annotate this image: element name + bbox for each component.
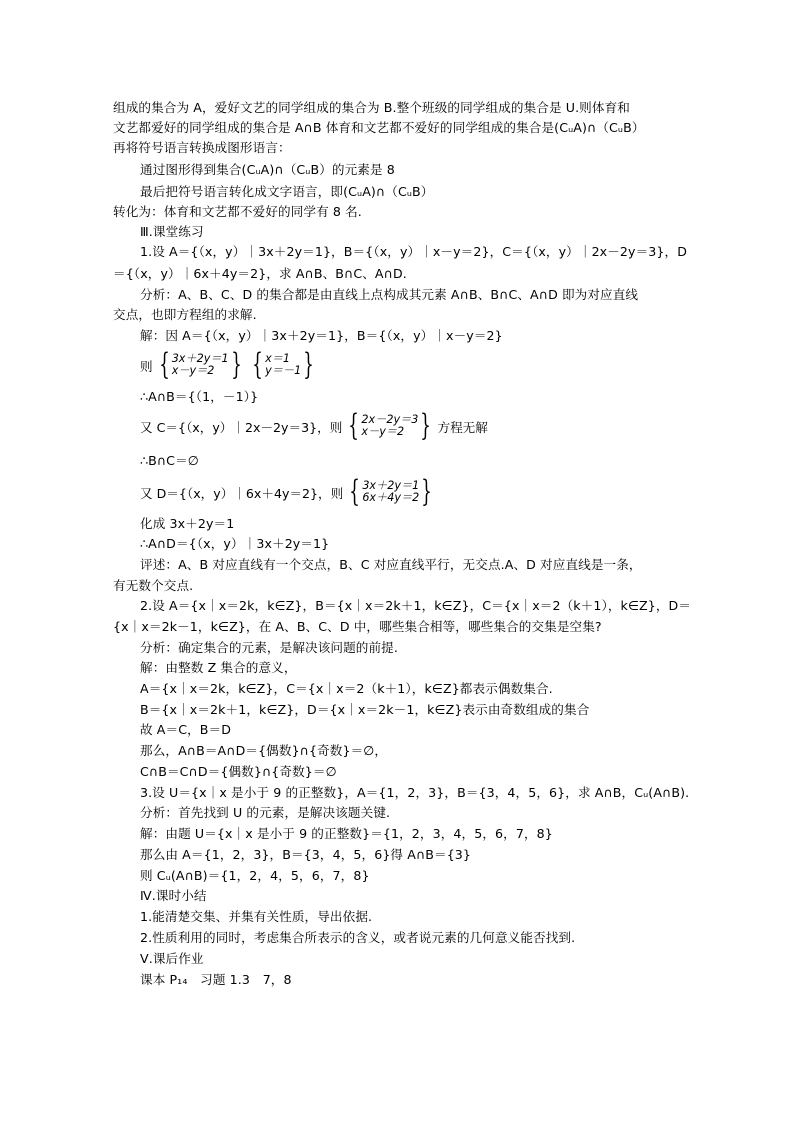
text-line: 化成 3x＋2y＝1 [140, 516, 235, 531]
section-heading: Ⅴ.课后作业 [140, 951, 204, 966]
analysis-text: 分析：确定集合的元素，是解决该问题的前提. [140, 640, 398, 655]
right-brace: } [303, 347, 315, 382]
solution-text: 那么，A∩B＝A∩D＝{偶数}∩{奇数}＝∅， [140, 743, 388, 758]
analysis-text: 分析：A、B、C、D 的集合都是由直线上点构成其元素 A∩B、B∩C、A∩D 即为对应直线 [140, 287, 639, 302]
system-prefix: 又 D＝{（x，y）｜6x＋4y＝2}，则 [140, 485, 344, 501]
analysis-text: 分析：首先找到 U 的元素，是解决该题关键. [140, 805, 391, 820]
text-line: 文艺都爱好的同学组成的集合是 A∩B 体育和文艺都不爱好的同学组成的集合是(CᵤA)∩（CᵤB） [113, 120, 645, 135]
left-brace: { [158, 347, 170, 382]
system-suffix: 方程无解 [437, 419, 488, 435]
comment-text: 有无数个交点. [113, 578, 194, 593]
solution-text: 则 Cᵤ(A∩B)＝{1，2，4，5，6，7，8} [140, 868, 370, 883]
text-line: 组成的集合为 A，爱好文艺的同学组成的集合为 B.整个班级的同学组成的集合是 U.则体育和 [113, 100, 630, 115]
text-line: 再将符号语言转换成图形语言： [113, 140, 291, 155]
text-line: 转化为：体育和文艺都不爱好的同学有 8 名. [113, 204, 362, 219]
summary-item: 1.能清楚交集、并集有关性质，导出依据. [140, 909, 373, 924]
right-brace: } [420, 408, 432, 443]
equation-row: 3x＋2y＝1 [171, 352, 229, 365]
homework-text: 课本 P₁₄ 习题 1.3 7，8 [140, 972, 292, 987]
equation-row: y＝－1 [265, 364, 302, 377]
solution-text: 解：由题 U＝{x｜x 是小于 9 的正整数}＝{1，2，3，4，5，6，7，8} [140, 826, 553, 841]
system-prefix: 则 [140, 358, 153, 374]
solution-text: 解：由整数 Z 集合的意义， [140, 660, 297, 675]
right-brace: } [421, 474, 433, 509]
comment-text: 评述：A、B 对应直线有一个交点，B、C 对应直线平行，无交点.A、D 对应直线是一条， [140, 557, 642, 572]
problem-3-text: 3.设 U＝{x｜x 是小于 9 的正整数}，A＝{1，2，3}，B＝{3，4，5，6}，求 A∩B，Cᵤ(A∩B). [140, 785, 690, 800]
equation-row: x－y＝2 [361, 425, 405, 438]
solution-text: 故 A＝C，B＝D [140, 722, 232, 737]
right-brace: } [230, 347, 242, 382]
solution-text: A＝{x｜x＝2k，k∈Z}，C＝{x｜x＝2（k＋1），k∈Z}都表示偶数集合. [140, 681, 553, 696]
solution-text: B＝{x｜x＝2k＋1，k∈Z}，D＝{x｜x＝2k－1，k∈Z}表示由奇数组成的集合 [140, 702, 590, 717]
left-brace: { [349, 474, 361, 509]
result-line: ∴A∩D＝{（x，y）｜3x＋2y＝1} [140, 536, 330, 551]
solution-system [248, 347, 316, 382]
left-brace: { [252, 347, 263, 382]
text-line: 通过图形得到集合(CᵤA)∩（CᵤB）的元素是 8 [140, 162, 395, 177]
section-heading: Ⅲ.课堂练习 [140, 224, 204, 239]
left-brace: { [348, 408, 360, 443]
equation-system [140, 347, 244, 382]
system-prefix: 又 C＝{（x，y）｜2x－2y＝3}，则 [140, 419, 343, 435]
problem-2-text: {x｜x＝2k－1，k∈Z}，在 A、B、C、D 中，哪些集合相等，哪些集合的交集是空集? [113, 619, 602, 634]
equation-row: 6x＋4y＝2 [362, 491, 420, 504]
text-line: 最后把符号语言转化成文字语言，即(CᵤA)∩（CᵤB） [140, 184, 434, 199]
equation-row: 3x＋2y＝1 [362, 479, 420, 492]
result-line: ∴A∩B＝{（1，－1）} [140, 389, 259, 404]
equation-system [140, 474, 434, 509]
problem-2-text: 2.设 A＝{x｜x＝2k，k∈Z}，B＝{x｜x＝2k＋1，k∈Z}，C＝{x｜x＝2（k＋1），k∈Z}，D＝ [140, 598, 692, 613]
problem-1-text: 1.设 A＝{（x，y）｜3x＋2y＝1}，B＝{（x，y）｜x－y＝2}，C＝{（x，y）｜2x－2y＝3}，D [140, 244, 688, 259]
solution-text: 解：因 A＝{（x，y）｜3x＋2y＝1}，B＝{（x，y）｜x－y＝2} [140, 328, 503, 343]
result-line: ∴B∩C＝∅ [140, 453, 199, 468]
equation-row: x－y＝2 [171, 364, 215, 377]
equation-row: x＝1 [265, 352, 291, 365]
problem-1-text: ＝{（x，y）｜6x＋4y＝2}，求 A∩B、B∩C、A∩D. [113, 266, 407, 281]
summary-item: 2.性质利用的同时，考虑集合所表示的含义，或者说元素的几何意义能否找到. [140, 930, 576, 945]
solution-text: 那么由 A＝{1，2，3}，B＝{3，4，5，6}得 A∩B＝{3} [140, 847, 472, 862]
solution-text: C∩B＝C∩D＝{偶数}∩{奇数}＝∅ [140, 764, 337, 779]
section-heading: Ⅳ.课时小结 [140, 888, 207, 903]
equation-row: 2x－2y＝3 [361, 413, 419, 426]
analysis-text: 交点，也即方程组的求解. [113, 307, 257, 322]
equation-system [140, 408, 488, 443]
